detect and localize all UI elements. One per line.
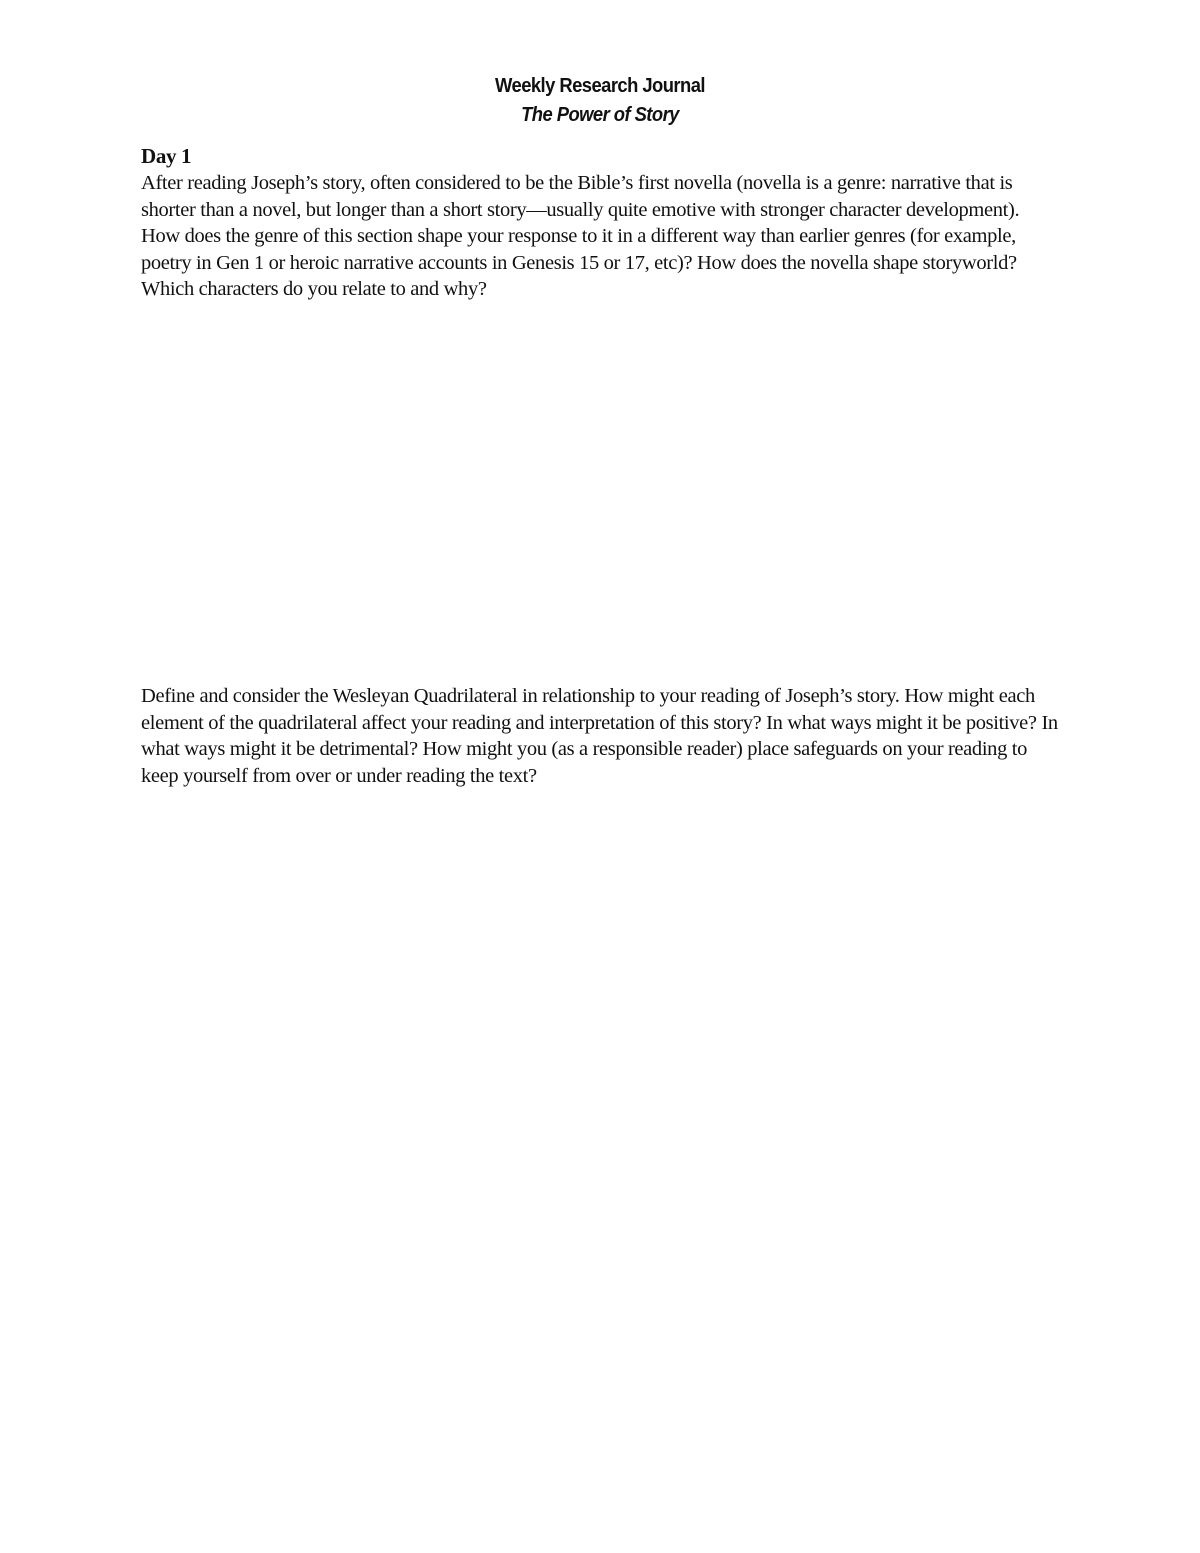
journal-prompt-2: Define and consider the Wesleyan Quadrilateral in relationship to your reading of Joseph’s story. How might each element of the quadrilateral affect your reading and interpretation of this story? In what ways might it be positive? In what ways might it be detrimental? How might you (as a responsible reader) place safeguards on your reading to keep yourself from over or under reading the text? [141,685,1058,787]
document-title: Weekly Research Journal [495,75,705,97]
document-header [0,72,1200,130]
document-subtitle: The Power of Story [521,104,679,126]
journal-prompt-1: After reading Joseph’s story, often considered to be the Bible’s first novella (novella is a genre: narrative that is shorter than a novel, but longer than a short story—usually quite emotive with stronger character development). How does the genre of this section shape your response to it in a different way than earlier genres (for example, poetry in Gen 1 or heroic narrative accounts in Genesis 15 or 17, etc)? How does the novella shape storyworld? Which characters do you relate to and why? [141,172,1020,300]
journal-section-day-1 [141,142,1061,303]
day-heading: Day 1 [141,144,192,168]
journal-section-quadrilateral [141,683,1061,789]
